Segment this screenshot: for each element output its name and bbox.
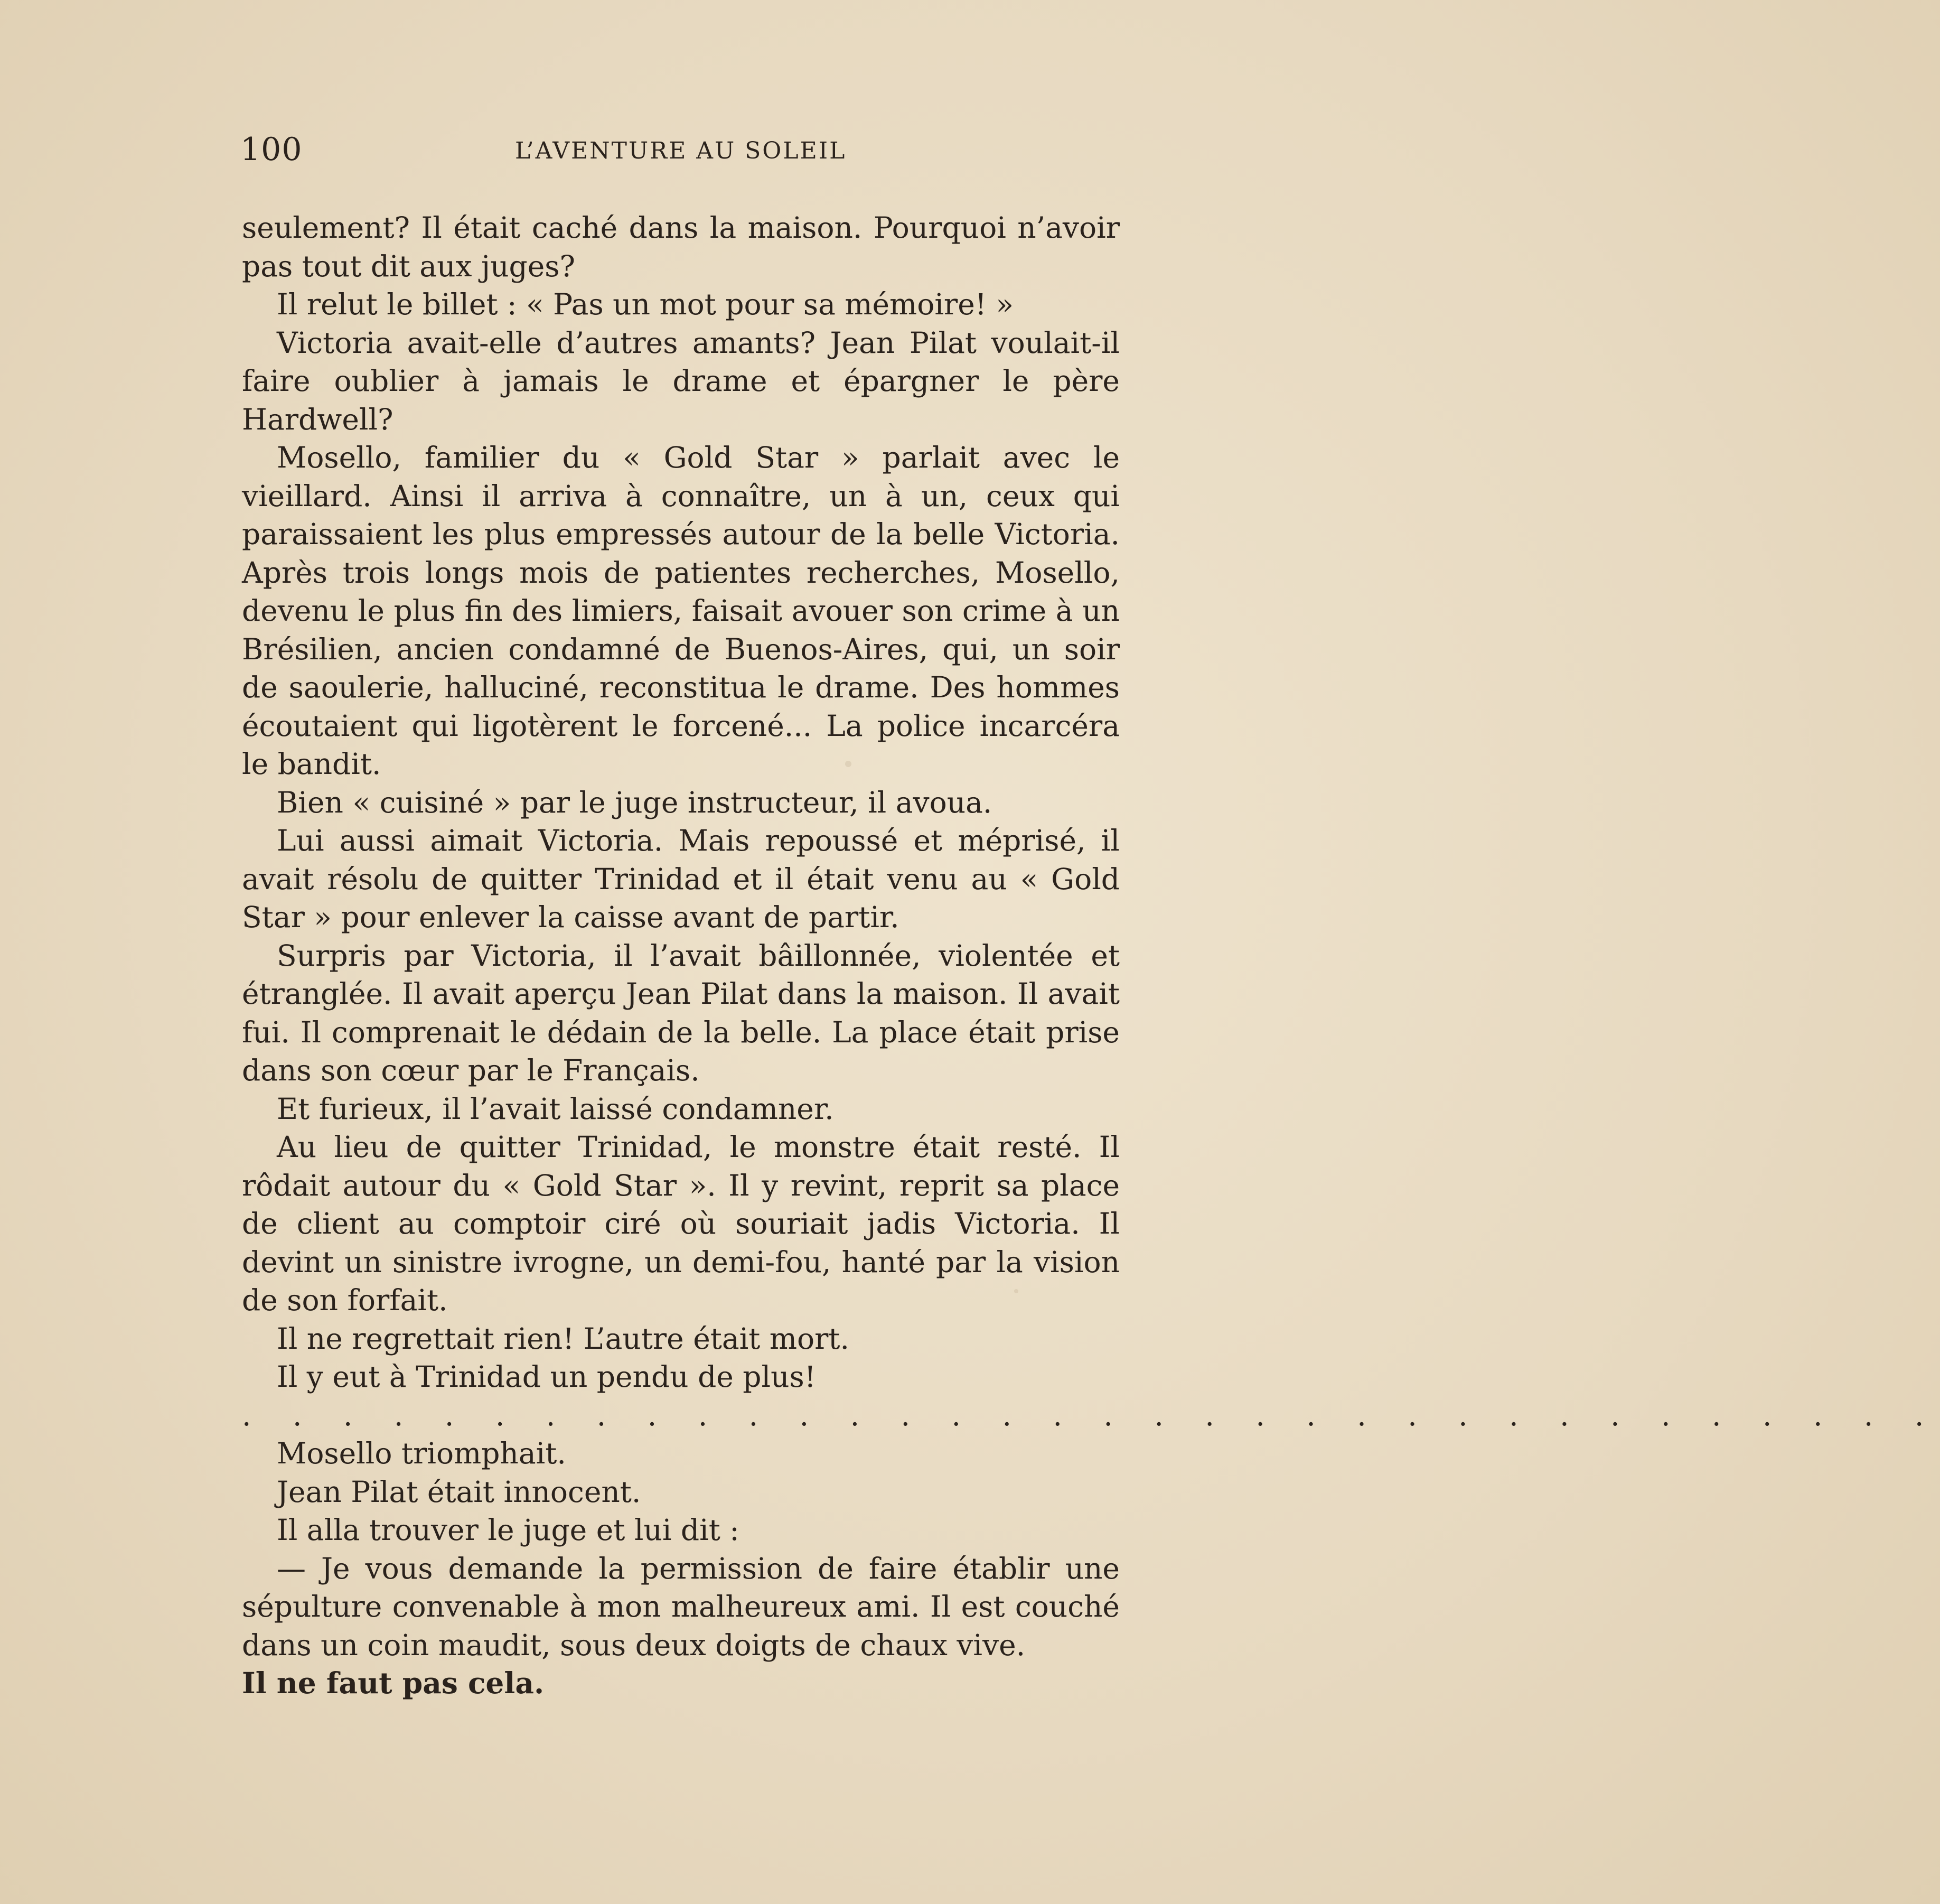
body-text <box>242 209 1940 1703</box>
paragraph: Mosello, familier du « Gold Star » parlait avec le vieillard. Ainsi il arriva à connaître, un à un, ceux qui paraissaient les plus empressés autour de la belle Victoria. Après trois longs mois de patientes recherches, Mosello, devenu le plus fin des limiers, faisait avouer son crime à un Brésilien, ancien condamné de Buenos-Aires, qui, un soir de saoulerie, halluciné, reconstitua le drame. Des hommes écoutaient qui ligotèrent le forcené... La police incarcéra le bandit. <box>242 441 1120 781</box>
paragraph: — Je vous demande la permission de faire établir une sépulture convenable à mon malheureux ami. Il est couché dans un coin maudit, sous deux doigts de chaux vive. <box>242 1551 1120 1662</box>
paragraph: Il ne regrettait rien! L’autre était mort. <box>277 1321 849 1356</box>
paragraph: Lui aussi aimait Victoria. Mais repoussé et méprisé, il avait résolu de quitter Trinidad et il était venu au « Gold Star » pour enlever la caisse avant de partir. <box>242 824 1120 934</box>
paragraph: seulement? Il était caché dans la maison. Pourquoi n’avoir pas tout dit aux juges? <box>242 211 1120 283</box>
paragraph: Et furieux, il l’avait laissé condamner. <box>277 1091 834 1126</box>
running-head <box>240 131 1128 173</box>
section-separator: . . . . . . . . . . . . . . . . . . . . . . . . . . . . . . . . . . <box>242 1398 1940 1432</box>
paragraph: Il y eut à Trinidad un pendu de plus! <box>277 1360 816 1394</box>
final-line: Il ne faut pas cela. <box>242 1666 545 1700</box>
paragraph: Mosello triomphait. <box>277 1436 566 1470</box>
paragraph: Bien « cuisiné » par le juge instructeur, il avoua. <box>277 785 992 819</box>
paragraph: Jean Pilat était innocent. <box>277 1474 641 1509</box>
book-title: L’AVENTURE AU SOLEIL <box>515 137 847 164</box>
paragraph: Il relut le billet : « Pas un mot pour sa mémoire! » <box>277 287 1014 321</box>
paragraph: Au lieu de quitter Trinidad, le monstre était resté. Il rôdait autour du « Gold Star ». Il y revint, reprit sa place de client au comptoir ciré où souriait jadis Victoria. Il devint un sinistre ivrogne, un demi-fou, hanté par la vision de son forfait. <box>242 1130 1120 1317</box>
paragraph: Surpris par Victoria, il l’avait bâillonnée, violentée et étranglée. Il avait aperçu Jean Pilat dans la maison. Il avait fui. Il comprenait le dédain de la belle. La place était prise dans son cœur par le Français. <box>242 938 1120 1087</box>
paragraph: Victoria avait-elle d’autres amants? Jean Pilat voulait-il faire oublier à jamais le drame et épargner le père Hardwell? <box>242 325 1120 436</box>
paragraph: Il alla trouver le juge et lui dit : <box>277 1513 739 1547</box>
page-number: 100 <box>240 131 303 168</box>
